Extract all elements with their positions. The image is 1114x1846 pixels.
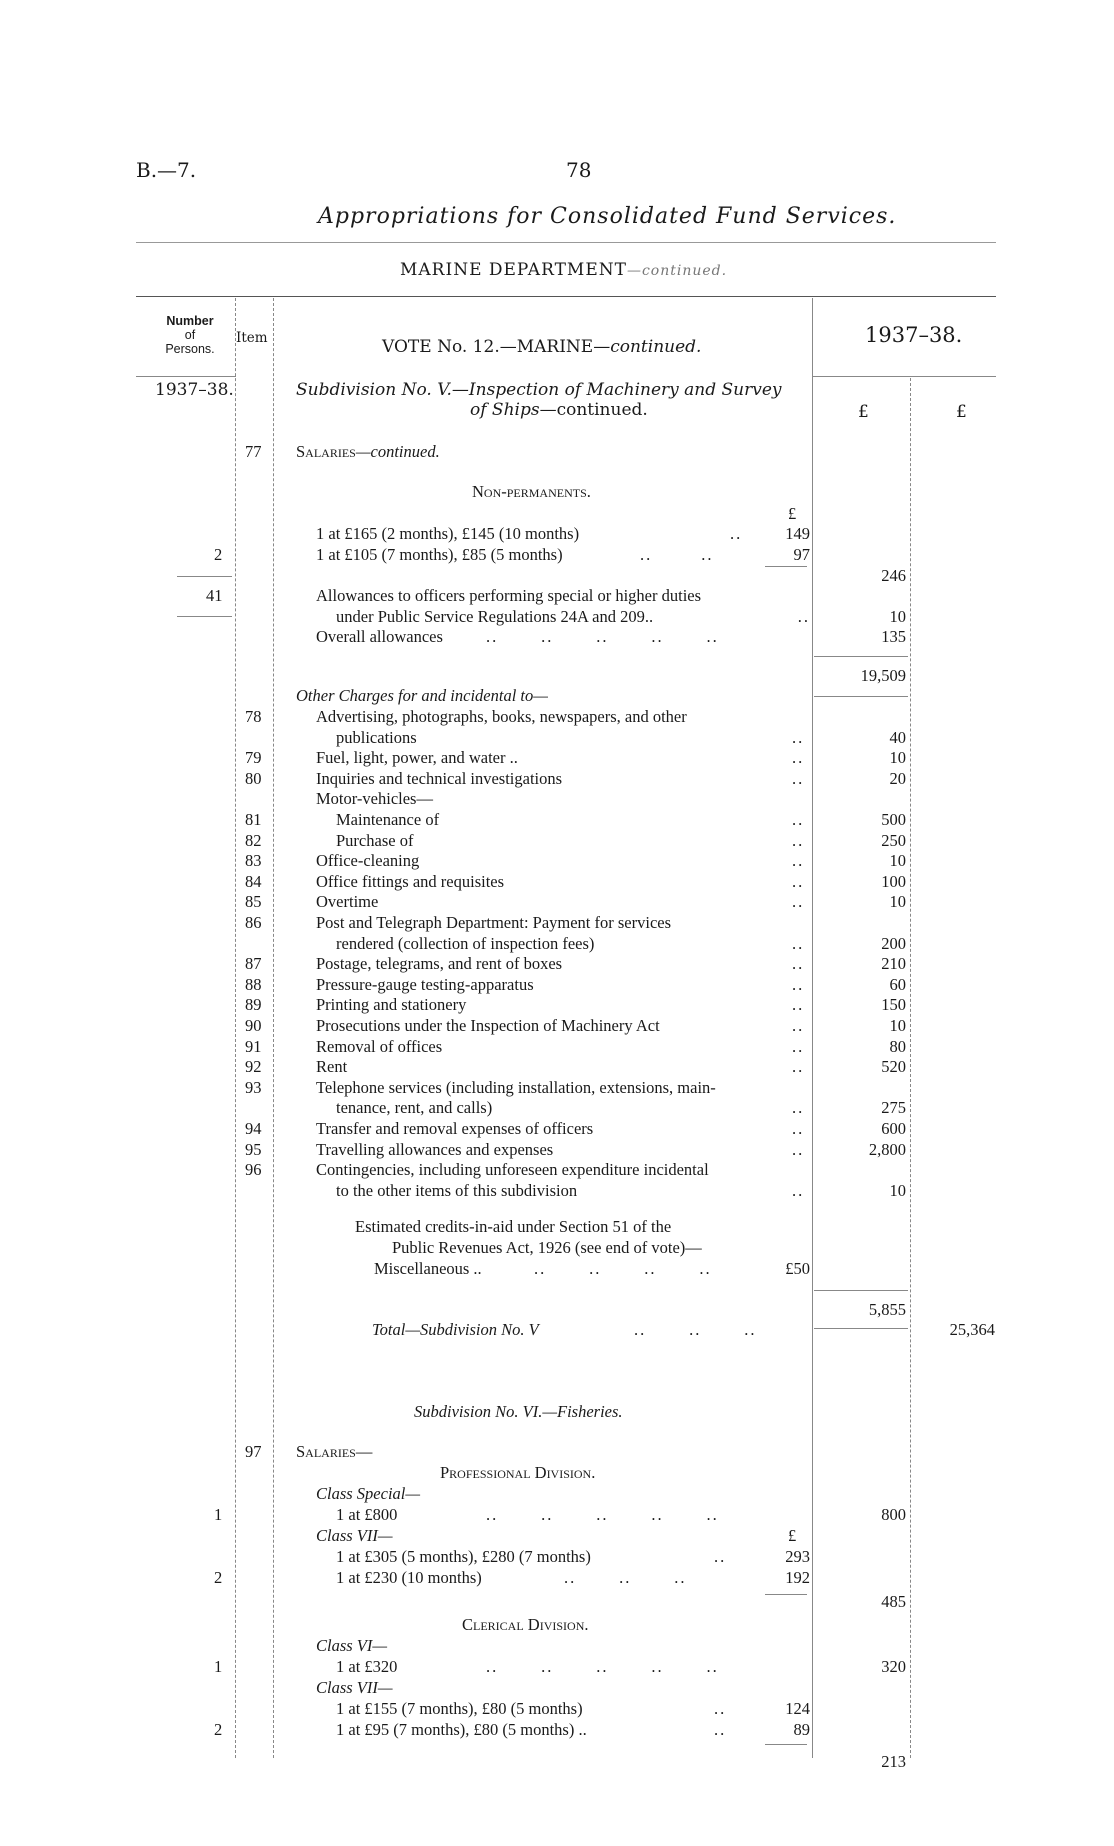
sub5-title2-suffix: —continued.: [539, 400, 648, 420]
vote-title: VOTE No. 12.—MARINE: [382, 337, 594, 357]
charge-leader-dots: ..: [792, 810, 805, 829]
sub5-title2: [470, 400, 648, 420]
head-rule-persons: [136, 376, 236, 377]
charge-amount: 520: [881, 1057, 906, 1077]
c72-amount: 89: [793, 1720, 810, 1739]
charge-amount: 10: [889, 748, 906, 768]
charge-leader-dots: ..: [792, 1057, 805, 1077]
charge-item-number: 92: [245, 1057, 262, 1077]
sub5-title: Subdivision No. V.—Inspection of Machinery and Survey: [296, 380, 782, 400]
persons-heading: [150, 314, 230, 356]
charge-leader-dots: ..: [792, 1119, 805, 1138]
charge-leader-dots: ..: [792, 1036, 805, 1056]
charge-item-number: 86: [245, 913, 262, 932]
other-total-rule2: [814, 1328, 908, 1329]
np-amount: 149: [785, 524, 810, 543]
allow-2: Overall allowances .. .. .. .. ..: [316, 627, 719, 646]
charge-item-number: 89: [245, 995, 262, 1015]
sub6-title: Subdivision No. VI.—Fisheries.: [414, 1402, 623, 1421]
charge-label: Advertising, photographs, books, newspapers, and other: [316, 707, 687, 726]
c7-amount: 192: [785, 1568, 810, 1587]
charge-label-cont: to the other items of this subdivision: [336, 1180, 578, 1200]
charge-leader-dots: ..: [792, 954, 805, 974]
allow-1b: under Public Service Regulations 24A and 209.. ..: [336, 607, 810, 626]
clerical-division: Clerical Division.: [462, 1615, 589, 1634]
charge-item-number: 96: [245, 1160, 262, 1180]
cs-row: 1 at £800 .. .. .. .. ..: [336, 1505, 719, 1524]
charge-amount: 40: [889, 727, 906, 747]
title-rule: [136, 242, 996, 243]
nonperm-heading: Non-permanents.: [472, 482, 591, 501]
charge-item-number: 78: [245, 707, 262, 726]
charge-amount: 60: [889, 974, 906, 994]
cs-amount: 800: [881, 1505, 906, 1524]
charge-item-number: 90: [245, 1016, 262, 1035]
charge-leader-dots: ..: [792, 933, 805, 953]
c72-total: 213: [881, 1752, 906, 1771]
charge-leader-dots: ..: [792, 1098, 805, 1118]
charge-item-number: 80: [245, 768, 262, 788]
charge-label: Post and Telegraph Department: Payment for services: [316, 913, 672, 932]
charge-amount: 600: [881, 1119, 906, 1138]
np-text: 1 at £105 (7 months), £85 (5 months): [316, 545, 563, 564]
c7-row-2: 1 at £230 (10 months) .. .. .. 192: [336, 1568, 810, 1587]
col-rule-amount1: [812, 298, 813, 1758]
persons-total: 41: [206, 586, 223, 605]
persons-total-rule: [177, 616, 232, 617]
charge-leader-dots: ..: [792, 1180, 805, 1200]
other-charges-heading: Other Charges for and incidental to—: [296, 686, 548, 705]
c72-text: 1 at £155 (7 months), £80 (5 months): [336, 1699, 583, 1718]
department-name: MARINE DEPARTMENT: [400, 260, 627, 280]
allow-1b-text: under Public Service Regulations 24A and 209..: [336, 607, 654, 626]
charge-item-number: 84: [245, 871, 262, 891]
c72-text: 1 at £95 (7 months), £80 (5 months) ..: [336, 1720, 587, 1739]
salaries-total-rule2: [814, 696, 908, 697]
year-heading: 1937–38.: [865, 323, 963, 347]
vote-heading: [382, 337, 701, 357]
charge-amount: 100: [881, 871, 906, 891]
charge-amount: 10: [889, 851, 906, 871]
c6-row: 1 at £320 .. .. .. .. ..: [336, 1657, 719, 1676]
charge-item-number: 93: [245, 1077, 262, 1097]
charge-label: Inquiries and technical investigations: [316, 768, 563, 788]
page-title: Appropriations for Consolidated Fund Services.: [318, 204, 897, 229]
class-vii: Class VII—: [316, 1526, 393, 1545]
charge-label: Prosecutions under the Inspection of Machinery Act: [316, 1016, 660, 1035]
np-total: 246: [881, 566, 906, 585]
c72-row-1: 1 at £155 (7 months), £80 (5 months) .. 124: [336, 1699, 810, 1718]
charge-item-number: 79: [245, 748, 262, 768]
np-subtotal-rule: [765, 566, 807, 567]
credits-3: Miscellaneous .. .. .. .. .. £50: [374, 1259, 810, 1278]
allow-2-text: Overall allowances: [316, 627, 443, 646]
col-rule-amount2: [910, 378, 911, 1758]
c6-persons: 1: [214, 1657, 223, 1676]
charge-leader-dots: ..: [792, 768, 805, 788]
c7-rule: [765, 1594, 807, 1595]
credits-2: Public Revenues Act, 1926 (see end of vote)—: [392, 1238, 702, 1257]
charge-label: Maintenance of: [336, 810, 440, 829]
charge-item-number: 91: [245, 1036, 262, 1056]
charge-label: Transfer and removal expenses of officers: [316, 1119, 594, 1138]
charge-amount: 250: [881, 830, 906, 850]
sub6-salaries: Salaries—: [296, 1442, 373, 1461]
charge-item-number: 87: [245, 954, 262, 974]
item-heading: Item: [236, 330, 268, 346]
charge-leader-dots: ..: [792, 851, 805, 871]
charge-amount: 150: [881, 995, 906, 1015]
c7-text: 1 at £305 (5 months), £280 (7 months): [336, 1547, 591, 1566]
charge-label-cont: rendered (collection of inspection fees): [336, 933, 595, 953]
charge-leader-dots: ..: [792, 974, 805, 994]
charge-leader-dots: ..: [792, 748, 805, 768]
header-rule: [136, 296, 996, 297]
col-rule-persons: [235, 298, 236, 1758]
charge-label: Telephone services (including installation, extensions, main-: [316, 1077, 716, 1097]
c72-persons: 2: [214, 1720, 223, 1739]
page-number: 78: [566, 158, 592, 182]
c7-amount: 293: [785, 1547, 810, 1566]
other-total: 5,855: [868, 1300, 906, 1319]
persons-year: 1937–38.: [155, 380, 234, 400]
charge-item-number: 95: [245, 1139, 262, 1159]
c6-text: 1 at £320: [336, 1657, 398, 1676]
pound-col2: £: [956, 402, 967, 422]
charge-label: Removal of offices: [316, 1036, 443, 1056]
class-vi: Class VI—: [316, 1636, 388, 1655]
col-rule-item: [273, 298, 274, 1758]
c7-persons: 2: [214, 1568, 223, 1587]
department-suffix: —continued.: [626, 263, 728, 279]
charge-amount: 275: [881, 1098, 906, 1118]
charge-amount: 210: [881, 954, 906, 974]
charge-amount: 20: [889, 768, 906, 788]
credits-amount: £50: [785, 1259, 810, 1278]
sub5-title2-text: of Ships: [470, 400, 540, 420]
charge-item-number: 83: [245, 851, 262, 871]
c7-text: 1 at £230 (10 months): [336, 1568, 482, 1587]
cs-text: 1 at £800: [336, 1505, 398, 1524]
persons-heading-2: of: [184, 328, 196, 342]
charge-label: Pressure-gauge testing-apparatus: [316, 974, 534, 994]
c7-row-1: 1 at £305 (5 months), £280 (7 months) .. 293: [336, 1547, 810, 1566]
allow-2-amount: 135: [881, 627, 906, 646]
class-special: Class Special—: [316, 1484, 421, 1503]
class-vii-2: Class VII—: [316, 1678, 393, 1697]
charge-label: Printing and stationery: [316, 995, 467, 1015]
charge-item-number: 82: [245, 830, 262, 850]
charge-leader-dots: ..: [792, 830, 805, 850]
sub5-total-text: Total—Subdivision No. V: [372, 1320, 539, 1339]
c72-amount: 124: [785, 1699, 810, 1718]
prof-division: Professional Division.: [440, 1463, 596, 1482]
persons-heading-3: Persons.: [165, 342, 215, 356]
charge-label: Office-cleaning: [316, 851, 420, 871]
c72-row-2: 1 at £95 (7 months), £80 (5 months) .. .. 89: [336, 1720, 810, 1739]
charge-amount: 10: [889, 1180, 906, 1200]
cs-persons: 1: [214, 1505, 223, 1524]
charge-label: Rent: [316, 1057, 348, 1077]
charge-amount: 2,800: [868, 1139, 906, 1159]
charge-leader-dots: ..: [792, 892, 805, 912]
charge-label: Contingencies, including unforeseen expenditure incidental: [316, 1160, 709, 1180]
persons-heading-1: Number: [166, 314, 214, 328]
credits-3-text: Miscellaneous ..: [374, 1259, 482, 1278]
head-rule-year: [813, 376, 996, 377]
c7-total: 485: [881, 1592, 906, 1611]
charge-label: Office fittings and requisites: [316, 871, 505, 891]
charge-leader-dots: ..: [792, 1016, 805, 1035]
np-row-2: 1 at £105 (7 months), £85 (5 months) .. .. 97: [316, 545, 810, 564]
nonperm-pound: £: [788, 504, 797, 523]
charge-leader-dots: ..: [792, 871, 805, 891]
sub5-salaries-label: Salaries: [296, 442, 356, 461]
charge-label: Purchase of: [336, 830, 414, 850]
allow-1-amount: 10: [889, 607, 906, 626]
charge-label: Travelling allowances and expenses: [316, 1139, 554, 1159]
charge-item-number: 81: [245, 810, 262, 829]
charge-label: Postage, telegrams, and rent of boxes: [316, 954, 563, 974]
charge-label: Overtime: [316, 892, 379, 912]
vote-suffix: —continued.: [593, 337, 702, 357]
charge-label-cont: publications: [336, 727, 417, 747]
allow-1a: Allowances to officers performing special or higher duties: [316, 586, 702, 605]
department-title: [400, 260, 727, 280]
c7-pound: £: [788, 1526, 797, 1545]
sub5-total-label: Total—Subdivision No. V .. .. ..: [372, 1320, 757, 1339]
charge-leader-dots: ..: [792, 995, 805, 1015]
np-text: 1 at £165 (2 months), £145 (10 months): [316, 524, 580, 543]
charge-leader-dots: ..: [792, 1139, 805, 1159]
charge-label: Fuel, light, power, and water ..: [316, 748, 518, 768]
charge-item-number: 94: [245, 1119, 262, 1138]
c6-amount: 320: [881, 1657, 906, 1676]
persons-subtotal-rule: [177, 576, 232, 577]
credits-1: Estimated credits-in-aid under Section 51 of the: [355, 1217, 672, 1236]
np-row-1: 1 at £165 (2 months), £145 (10 months) .. 149: [316, 524, 810, 543]
sub5-salaries: [296, 442, 440, 462]
item-97: 97: [245, 1442, 262, 1461]
charge-amount: 500: [881, 810, 906, 829]
charge-leader-dots: ..: [792, 727, 805, 747]
sub5-total-amount: 25,364: [949, 1320, 995, 1339]
salaries-total: 19,509: [860, 666, 906, 685]
charge-amount: 200: [881, 933, 906, 953]
charge-amount: 10: [889, 1016, 906, 1035]
pound-col1: £: [858, 402, 869, 422]
charge-label-cont: tenance, rent, and calls): [336, 1098, 493, 1118]
charge-item-number: 85: [245, 892, 262, 912]
charge-label: Motor-vehicles—: [316, 789, 433, 809]
c72-rule: [765, 1744, 807, 1745]
np-persons: 2: [214, 545, 223, 564]
other-total-rule: [814, 1290, 908, 1291]
charge-amount: 80: [889, 1036, 906, 1056]
np-amount: 97: [793, 545, 810, 564]
salaries-total-rule: [814, 656, 908, 657]
sub5-salaries-suffix: —continued.: [355, 442, 440, 461]
charge-item-number: 88: [245, 974, 262, 994]
charge-amount: 10: [889, 892, 906, 912]
item-77: 77: [245, 442, 262, 461]
page-ref: B.—7.: [136, 158, 197, 182]
